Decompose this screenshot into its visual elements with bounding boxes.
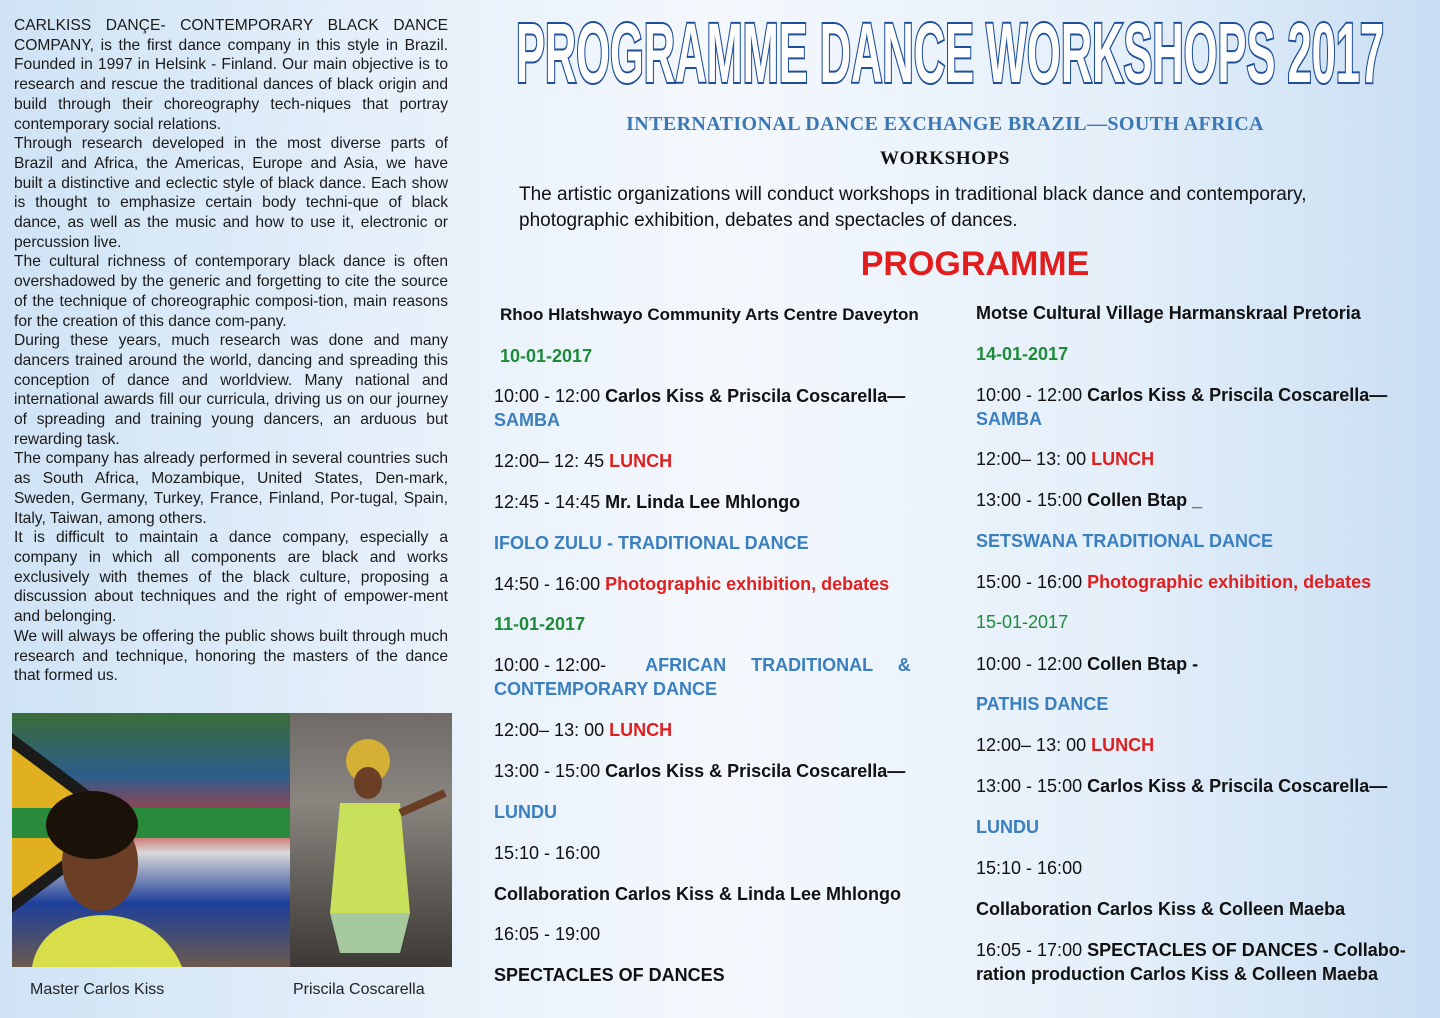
subtitle: INTERNATIONAL DANCE EXCHANGE BRAZIL—SOUTH AFRICA [626, 113, 1264, 135]
photo-caption: Priscila Coscarella [293, 981, 425, 998]
page-title [505, 6, 1395, 98]
about-paragraph: Through research developed in the most diverse parts of Brazil and Africa, the Americas, Europe and Asia, we have built a distinctive and eclectic style of black dance. Each show is thought to emphasize certain body techni-que of black dance, as well as the music and how to use it, electronic or percussion live. [14, 135, 448, 251]
dance-style: IFOLO ZULU - TRADITIONAL DANCE [494, 533, 809, 553]
schedule-time: 16:05 - 19:00 [494, 924, 601, 944]
schedule-item: 10:00 - 12:00 Carlos Kiss & Priscila Coscarella— [494, 386, 906, 406]
about-paragraph: During these years, much research was done and many dancers trained around the world, dancing and spreading this conception of dance and worldview. Many national and international awards fill our curricula, driving us on our journey of spreading and training young dancers, an arduous but rewarding task. [14, 332, 448, 448]
schedule-time: 15:10 - 16:00 [494, 843, 601, 863]
schedule-item: 16:05 - 17:00 SPECTACLES OF DANCES - Collabo-ration production Carlos Kiss & Colleen Maeba [976, 940, 1406, 984]
about-paragraph: The company has already performed in several countries such as South Africa, Mozambique, United States, Den-mark, Sweden, Germany, Turkey, France, Finland, Por-tugal, Spain, Italy, Taiwan, among others. [14, 450, 448, 527]
dance-style: SETSWANA TRADITIONAL DANCE [976, 531, 1273, 551]
venue-name: Motse Cultural Village Harmanskraal Pretoria [976, 303, 1361, 323]
schedule-item: 12:45 - 14:45 Mr. Linda Lee Mhlongo [494, 492, 801, 512]
dance-style: PATHIS DANCE [976, 694, 1109, 714]
about-paragraph: The cultural richness of contemporary black dance is often overshadowed by the generic and forgetting to cite the source of the technique of choreographic composi-tion, main reasons for the creation of this dance com-pany. [14, 253, 448, 330]
about-text [14, 16, 448, 686]
schedule-item: 14:50 - 16:00 Photographic exhibition, debates [494, 574, 890, 594]
schedule-item: 12:00– 12: 45 LUNCH [494, 451, 673, 471]
schedule-item: 13:00 - 15:00 Carlos Kiss & Priscila Coscarella— [494, 761, 906, 781]
schedule-item: 10:00 - 12:00 Carlos Kiss & Priscila Coscarella— [976, 385, 1388, 405]
about-paragraph: CARLKISS DANÇE- CONTEMPORARY BLACK DANCE COMPANY, is the first dance company in this style in Brazil. Founded in 1997 in Helsink - Finland. Our main objective is to research and rescue the traditional dances of black origin and build through their choreography tech-niques that portray contemporary social relations. [14, 17, 448, 133]
schedule-date: 14-01-2017 [976, 344, 1069, 364]
schedule-item: 12:00– 13: 00 LUNCH [976, 449, 1155, 469]
schedule-item: SPECTACLES OF DANCES [494, 965, 725, 985]
about-paragraph: It is difficult to maintain a dance company, especially a company in which all components are black and works exclusively with themes of the black culture, proposing a discussion about techniques and the right of empower-ment and belonging. [14, 529, 448, 626]
dance-style: CONTEMPORARY DANCE [494, 679, 718, 699]
venue-name: Rhoo Hlatshwayo Community Arts Centre Daveyton [500, 305, 919, 324]
dance-style: SAMBA [976, 409, 1042, 429]
schedule-item: 12:00– 13: 00 LUNCH [976, 735, 1155, 755]
dance-style: SAMBA [494, 410, 560, 430]
photo-carlos-kiss [12, 713, 290, 967]
schedule-time: 15:10 - 16:00 [976, 858, 1083, 878]
schedule-item: Collaboration Carlos Kiss & Colleen Maeba [976, 899, 1346, 919]
schedule-item: 15:00 - 16:00 Photographic exhibition, debates [976, 572, 1372, 592]
about-paragraph: We will always be offering the public shows built through much research and technique, honoring the masters of the dance that formed us. [14, 627, 448, 685]
dance-style: LUNDU [976, 817, 1039, 837]
schedule-item: 10:00 - 12:00 Collen Btap - [976, 654, 1199, 674]
workshops-heading: WORKSHOPS [880, 148, 1010, 169]
schedule-item: 12:00– 13: 00 LUNCH [494, 720, 673, 740]
photo-priscila-coscarella [290, 713, 452, 967]
schedule-date: 11-01-2017 [494, 614, 586, 634]
photo-caption: Master Carlos Kiss [30, 981, 165, 998]
schedule-item: 10:00 - 12:00- AFRICAN TRADITIONAL & [494, 655, 911, 675]
schedule-date: 10-01-2017 [500, 346, 593, 366]
intro-text: The artistic organizations will conduct workshops in traditional black dance and contemporary, photographic exhibition, debates and spectacles of dances. [519, 184, 1307, 231]
programme-heading: PROGRAMME [860, 245, 1090, 283]
schedule-item: Collaboration Carlos Kiss & Linda Lee Mhlongo [494, 884, 902, 904]
schedule-item: 13:00 - 15:00 Collen Btap _ [976, 490, 1203, 510]
page-title-text: PROGRAMME DANCE WORKSHOPS 2017 [516, 6, 1384, 98]
dance-style: LUNDU [494, 802, 557, 822]
schedule-item: 13:00 - 15:00 Carlos Kiss & Priscila Coscarella— [976, 776, 1388, 796]
schedule-date: 15-01-2017 [976, 612, 1069, 632]
